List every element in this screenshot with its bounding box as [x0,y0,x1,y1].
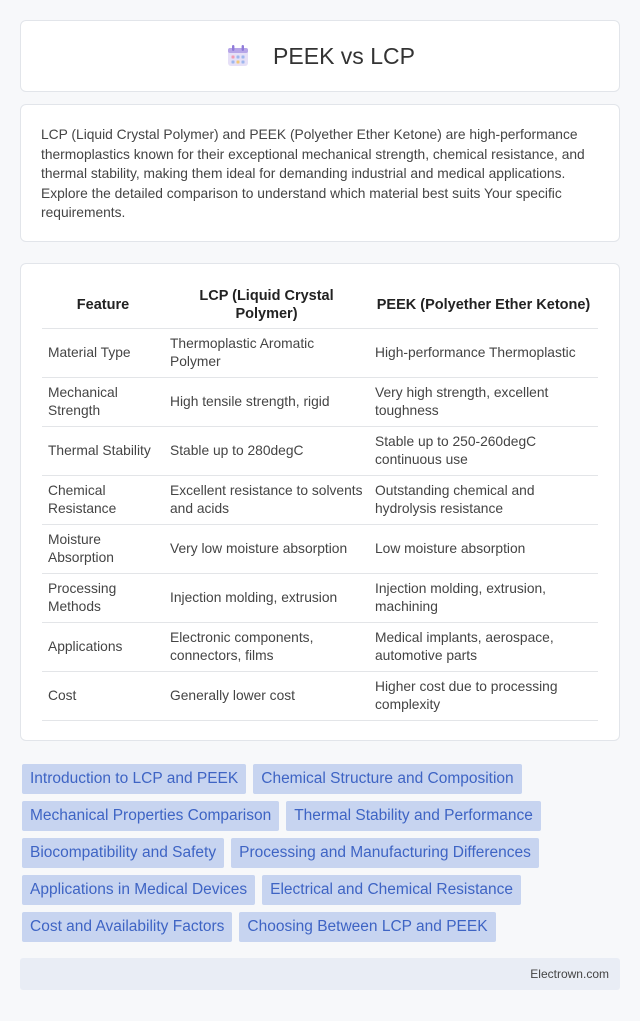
topic-tags [22,764,622,949]
table-cell: Very low moisture absorption [164,524,369,573]
table-cell: Electronic components, connectors, films [164,622,369,671]
table-cell: Injection molding, extrusion, machining [369,573,598,622]
intro-text: LCP (Liquid Crystal Polymer) and PEEK (Polyether Ether Ketone) are high-performance thermoplastics known for their exceptional mechanical strength, chemical resistance, and thermal stability, making them ideal for demanding industrial and medical applications. Explore the detailed comparison to understand which material best suits Your specific requirements. [41,127,585,220]
calendar-icon [225,43,251,69]
comparison-table-card [20,263,620,741]
table-cell: Stable up to 280degC [164,426,369,475]
table-cell: Material Type [42,328,164,377]
table-cell: Thermoplastic Aromatic Polymer [164,328,369,377]
table-cell: Applications [42,622,164,671]
table-cell: Chemical Resistance [42,475,164,524]
table-cell: High-performance Thermoplastic [369,328,598,377]
table-cell: Mechanical Strength [42,377,164,426]
table-cell: Higher cost due to processing complexity [369,671,598,720]
tag-choosing[interactable]: Choosing Between LCP and PEEK [239,912,495,942]
header-peek: PEEK (Polyether Ether Ketone) [369,283,598,328]
table-row [42,573,598,622]
table-cell: Low moisture absorption [369,524,598,573]
tag-mechanical-properties[interactable]: Mechanical Properties Comparison [22,801,279,831]
table-cell: Cost [42,671,164,720]
table-row [42,524,598,573]
footer [20,958,620,990]
table-row [42,377,598,426]
comparison-table [42,283,598,721]
header-feature: Feature [42,283,164,328]
table-header-row [42,283,598,328]
table-row [42,426,598,475]
table-row [42,671,598,720]
tag-cost-availability[interactable]: Cost and Availability Factors [22,912,232,942]
table-cell: Stable up to 250-260degC continuous use [369,426,598,475]
table-cell: Moisture Absorption [42,524,164,573]
intro-card [20,104,620,242]
tag-thermal-stability[interactable]: Thermal Stability and Performance [286,801,541,831]
tag-introduction[interactable]: Introduction to LCP and PEEK [22,764,246,794]
table-cell: Outstanding chemical and hydrolysis resistance [369,475,598,524]
table-cell: Generally lower cost [164,671,369,720]
table-cell: Excellent resistance to solvents and acids [164,475,369,524]
table-row [42,622,598,671]
footer-site-name: Electrown.com [530,967,609,981]
table-cell: Processing Methods [42,573,164,622]
table-cell: Medical implants, aerospace, automotive parts [369,622,598,671]
page-title: PEEK vs LCP [273,42,415,69]
table-row [42,328,598,377]
table-cell: Very high strength, excellent toughness [369,377,598,426]
table-cell: Thermal Stability [42,426,164,475]
table-cell: High tensile strength, rigid [164,377,369,426]
tag-electrical-chemical[interactable]: Electrical and Chemical Resistance [262,875,521,905]
tag-processing[interactable]: Processing and Manufacturing Differences [231,838,539,868]
table-row [42,475,598,524]
header-lcp: LCP (Liquid Crystal Polymer) [164,283,369,328]
table-cell: Injection molding, extrusion [164,573,369,622]
tag-medical-devices[interactable]: Applications in Medical Devices [22,875,255,905]
header-card [20,20,620,92]
tag-biocompatibility[interactable]: Biocompatibility and Safety [22,838,224,868]
tag-chemical-structure[interactable]: Chemical Structure and Composition [253,764,521,794]
